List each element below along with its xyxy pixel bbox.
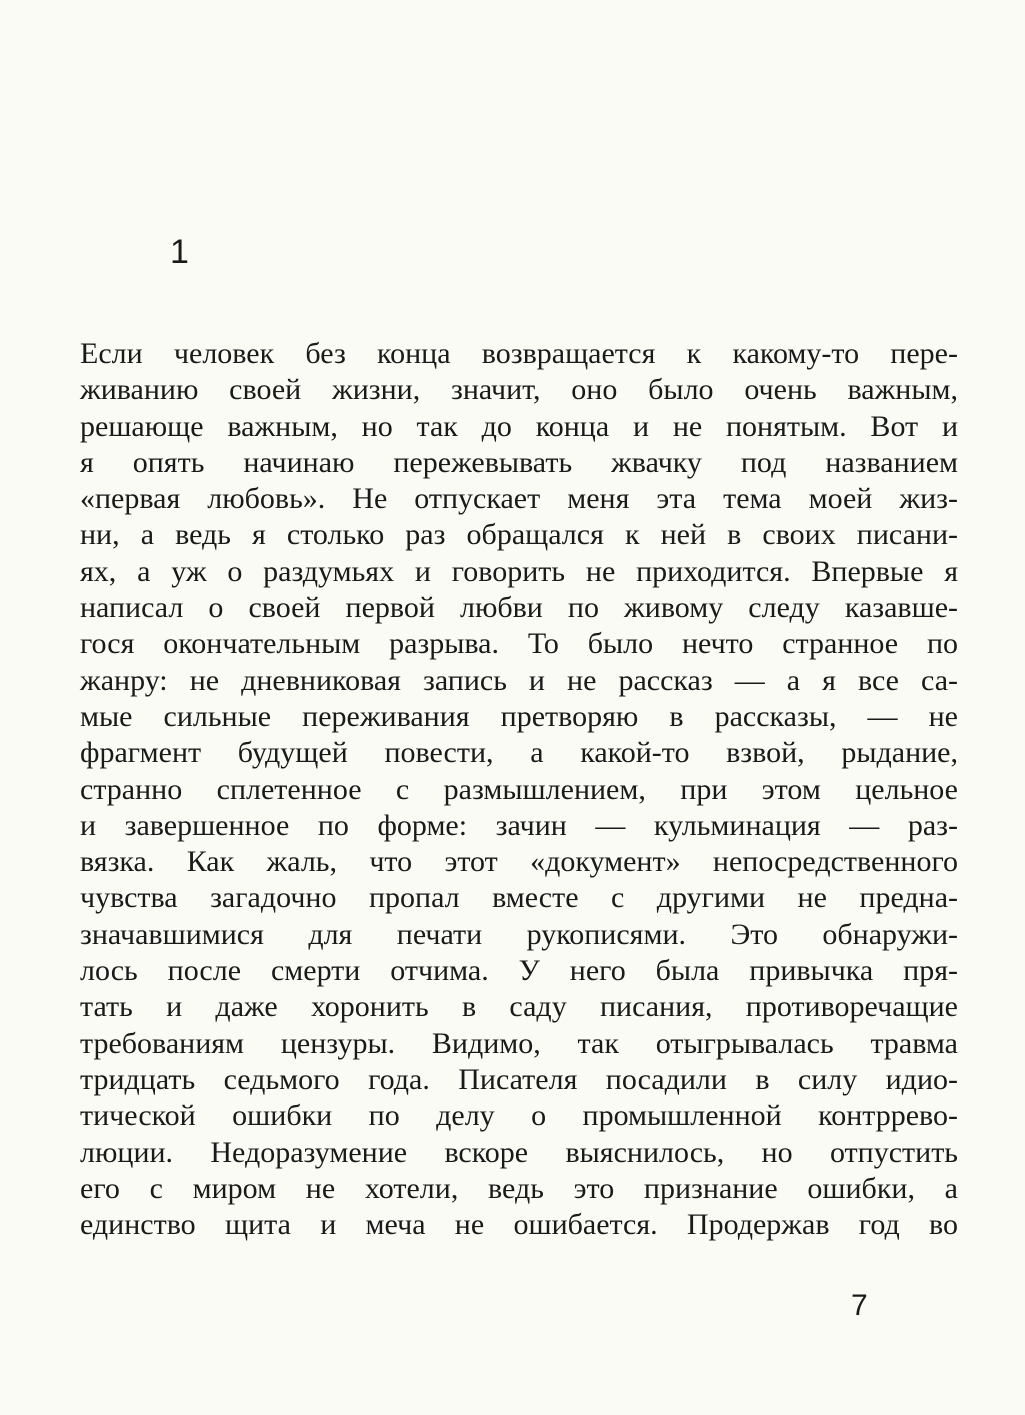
text-line: фрагмент будущей повести, а какой-то взвой, рыдание,	[80, 736, 958, 770]
text-line: мые сильные переживания претворяю в рассказы, — не	[80, 699, 958, 733]
text-line: я опять начинаю пережевывать жвачку под названием	[80, 445, 958, 479]
text-line: лось после смерти отчима. У него была привычка пря-	[80, 954, 958, 988]
text-line: его с миром не хотели, ведь это признание ошибки, а	[80, 1171, 958, 1205]
text-line: Если человек без конца возвращается к какому-то пере-	[80, 337, 958, 370]
text-line: тической ошибки по делу о промышленной контррево-	[80, 1099, 958, 1133]
text-line: тридцать седьмого года. Писателя посадили в силу идио-	[80, 1062, 958, 1096]
text-line: вязка. Как жаль, что этот «документ» непосредственного	[80, 845, 958, 879]
body-text	[80, 336, 958, 1243]
text-line: единство щита и меча не ошибается. Продержав год во	[80, 1208, 958, 1242]
text-line: требованиям цензуры. Видимо, так отыгрывалась травма	[80, 1026, 958, 1060]
text-line: тать и даже хоронить в саду писания, противоречащие	[80, 990, 958, 1024]
text-line: странно сплетенное с размышлением, при этом цельное	[80, 772, 958, 806]
text-line: решающе важным, но так до конца и не понятым. Вот и	[80, 409, 958, 443]
text-line: ни, а ведь я столько раз обращался к ней в своих писани-	[80, 518, 958, 552]
text-line: «первая любовь». Не отпускает меня эта тема моей жиз-	[80, 482, 958, 516]
text-line: гося окончательным разрыва. То было нечто странное по	[80, 627, 958, 661]
chapter-number: 1	[170, 233, 189, 271]
page-number: 7	[851, 1289, 868, 1322]
text-line: написал о своей первой любви по живому следу казавше-	[80, 591, 958, 625]
text-line: значавшимися для печати рукописями. Это обнаружи-	[80, 917, 958, 951]
text-line: и завершенное по форме: зачин — кульминация — раз-	[80, 808, 958, 842]
text-line: жанру: не дневниковая запись и не рассказ — а я все са-	[80, 663, 958, 697]
text-line: живанию своей жизни, значит, оно было очень важным,	[80, 373, 958, 407]
text-line: люции. Недоразумение вскоре выяснилось, но отпустить	[80, 1135, 958, 1169]
text-line: чувства загадочно пропал вместе с другими не предна-	[80, 881, 958, 915]
text-line: ях, а уж о раздумьях и говорить не приходится. Впервые я	[80, 554, 958, 588]
